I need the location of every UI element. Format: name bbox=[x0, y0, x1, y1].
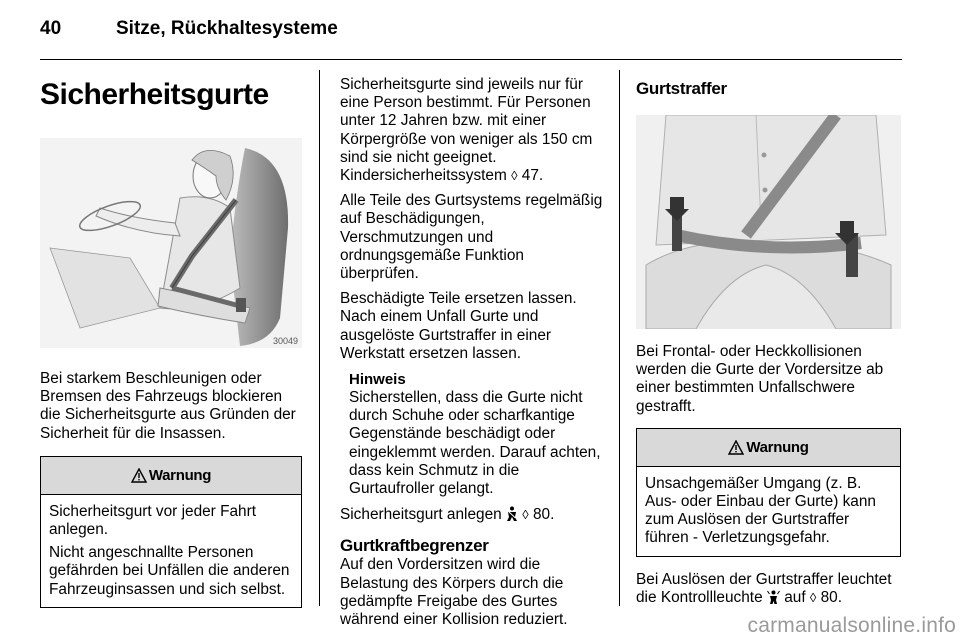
warning-triangle-icon bbox=[131, 468, 147, 483]
warning-body bbox=[41, 495, 301, 607]
note-title: Hinweis bbox=[349, 371, 406, 389]
paragraph-text: Sicherheitsgurte sind jeweils nur für eine Person bestimmt. Für Personen unter 12 Jahren bzw. mit einer Körpergröße von weniger als 150 cm sind sie nicht geeignet. Kindersicherheitssystem bbox=[340, 76, 593, 185]
warning-label: Warnung bbox=[148, 466, 212, 484]
airbag-warning-icon bbox=[767, 590, 780, 604]
figure-number: 30049 bbox=[272, 336, 298, 346]
paragraph: Alle Teile des Gurtsystems regelmäßig auf Beschädigungen, Verschmutzungen und ordnungsgemäße Funktion überprüfen. bbox=[340, 192, 603, 283]
reference-arrow-icon: ◊ bbox=[511, 168, 518, 184]
watermark: carmanualsonline.info bbox=[747, 614, 956, 637]
warning-body bbox=[637, 467, 900, 556]
note-text: Sicherstellen, dass die Gurte nicht durch Schuhe oder scharfkantige Gegenstände beschädigt oder eingeklemmt werden. Darauf achten, dass kein Schmutz in die Gurtaufroller gelangt. bbox=[349, 389, 601, 498]
chapter-title: Sitze, Rückhaltesysteme bbox=[116, 18, 338, 39]
warning-header bbox=[41, 457, 301, 495]
paragraph-text: Bei Auslösen der Gurtstraffer leuchtet die Kontrollleuchte bbox=[636, 570, 892, 606]
paragraph bbox=[636, 571, 901, 607]
section-title: Sicherheitsgurte bbox=[40, 78, 269, 111]
note-block bbox=[349, 371, 604, 498]
reference-arrow-icon: ◊ bbox=[809, 589, 817, 605]
warning-text: Sicherheitsgurt vor jeder Fahrt anlegen. bbox=[49, 502, 257, 539]
intro-paragraph: Bei starkem Beschleunigen oder Bremsen des Fahrzeugs blockieren die Sicherheitsgurte aus Gründen der Sicherheit für die Insassen. bbox=[40, 370, 296, 442]
page-number: 40 bbox=[40, 18, 62, 39]
column-middle bbox=[340, 76, 604, 629]
seatbelt-person-icon bbox=[506, 506, 518, 521]
paragraph: Auf den Vordersitzen wird die Belastung des Körpers durch die gedämpfte Freigabe des Gurtes während einer Kollision reduziert. bbox=[340, 556, 568, 629]
illustration-belt-tensioner bbox=[636, 115, 901, 329]
subsection-title: Gurtkraftbegrenzer bbox=[340, 536, 489, 556]
warning-text: Unsachgemäßer Umgang (z. B. Aus- oder Einbau der Gurte) kann zum Auslösen der Gurtstraffer führen - Verletzungsgefahr. bbox=[645, 474, 876, 547]
paragraph bbox=[340, 506, 604, 524]
warning-box bbox=[636, 428, 901, 557]
illustration-driver-seatbelt bbox=[40, 138, 302, 348]
page-reference[interactable]: 80. bbox=[533, 506, 555, 524]
page-reference[interactable]: 47. bbox=[521, 167, 544, 185]
driver-seatbelt-drawing bbox=[40, 138, 302, 348]
warning-header bbox=[637, 429, 900, 467]
warning-label: Warnung bbox=[746, 438, 809, 456]
paragraph-text: Sicherheitsgurt anlegen bbox=[340, 506, 502, 524]
column-divider bbox=[319, 70, 320, 606]
paragraph: Beschädigte Teile ersetzen lassen. Nach einem Unfall Gurte und ausgelöste Gurtstraffer in einer Werkstatt ersetzen lassen. bbox=[340, 290, 577, 362]
paragraph bbox=[340, 76, 604, 185]
column-divider bbox=[619, 70, 620, 606]
belt-tensioner-drawing bbox=[636, 115, 901, 329]
page-reference[interactable]: 80. bbox=[820, 588, 843, 606]
paragraph: Bei Frontal- oder Heckkollisionen werden die Gurte der Vordersitze ab einer bestimmten Unfallschwere gestrafft. bbox=[636, 343, 884, 415]
paragraph-text: auf bbox=[784, 588, 806, 606]
warning-box bbox=[40, 456, 302, 608]
section-title: Gurtstraffer bbox=[636, 79, 727, 98]
warning-text: Nicht angeschnallte Personen gefährden bei Unfällen die anderen Fahrzeuginsassen und sich selbst. bbox=[49, 544, 290, 598]
column-right bbox=[636, 76, 901, 607]
warning-triangle-icon bbox=[728, 440, 744, 455]
column-left bbox=[40, 76, 302, 608]
header-rule bbox=[40, 59, 902, 60]
reference-arrow-icon: ◊ bbox=[522, 507, 529, 523]
